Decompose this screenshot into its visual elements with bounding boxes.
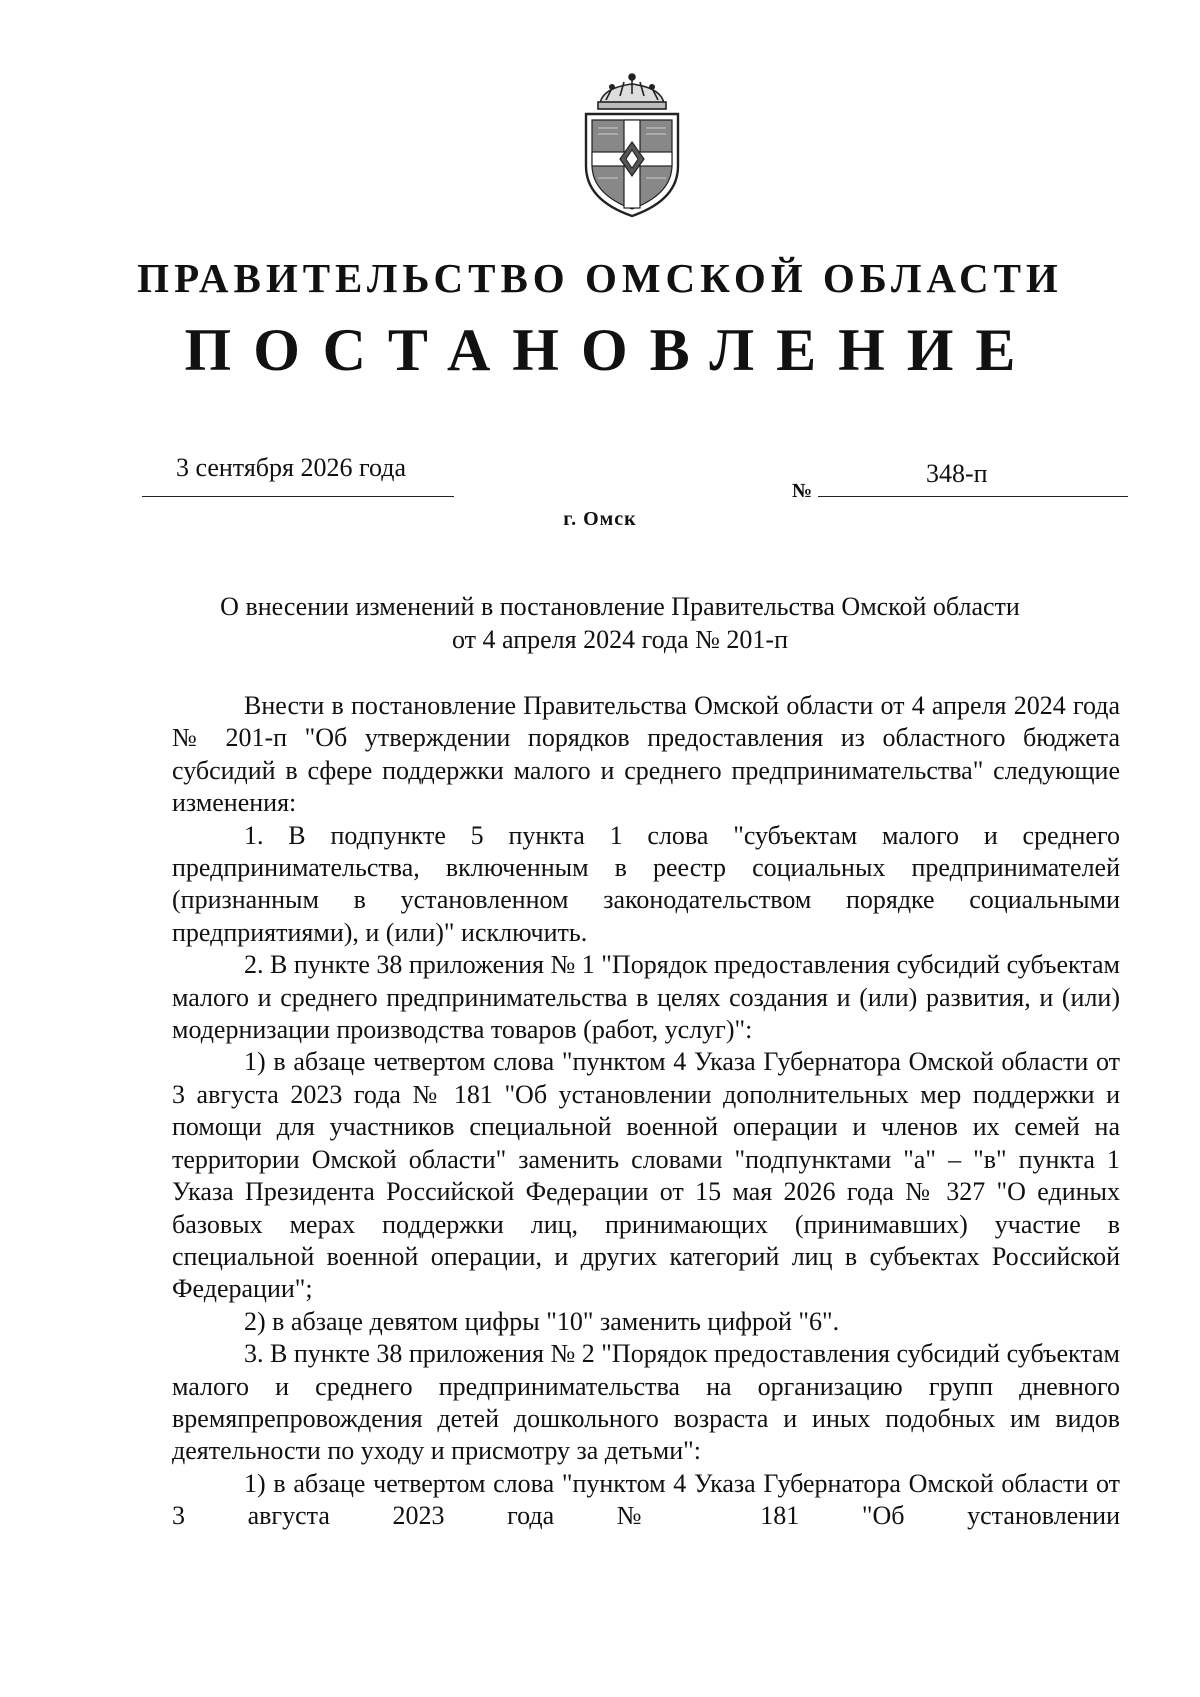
number-field [818, 456, 1128, 497]
document-subject [140, 590, 1100, 656]
document-body [172, 690, 1120, 1533]
subject-line-2: от 4 апреля 2024 года № 201-п [451, 625, 789, 654]
city: г. Омск [563, 508, 637, 530]
organization-title: ПРАВИТЕЛЬСТВО ОМСКОЙ ОБЛАСТИ [137, 255, 1063, 301]
number-label: № [792, 480, 813, 502]
body-paragraph: 1) в абзаце четвертом слова "пунктом 4 Указа Губернатора Омской области от 3 августа 2023 года № 181 "Об установлении дополнительных мер поддержки и помощи для участников специальной военной операции и членов их семей на территории Омской области" заменить словами "подпунктами "а" – "в" пункта 1 Указа Президента Российской Федерации от 15 мая 2026 года № 327 "О единых базовых мерах поддержки лиц, принимающих (принимавших) участие в специальной военной операции, и других категорий лиц в субъектах Российской Федерации"; [172, 1047, 1120, 1304]
omsk-region-coat-of-arms-icon [572, 70, 692, 220]
body-paragraph: 2) в абзаце девятом цифры "10" заменить цифрой "6". [244, 1306, 840, 1336]
document-number: 348-п [926, 459, 988, 488]
body-paragraph: 3. В пункте 38 приложения № 2 "Порядок предоставления субсидий субъектам малого и среднего предпринимательства на организацию групп дневного времяпрепровождения детей дошкольного возраста и иных подобных им видов деятельности по уходу и присмотру за детьми": [172, 1339, 1120, 1466]
body-paragraph: 2. В пункте 38 приложения № 1 "Порядок предоставления субсидий субъектам малого и среднего предпринимательства в целях создания и (или) развития, и (или) модернизации производства товаров (работ, услуг)": [172, 950, 1120, 1045]
subject-line-1: О внесении изменений в постановление Правительства Омской области [220, 592, 1020, 621]
document-type-title: ПОСТАНОВЛЕНИЕ [184, 317, 1038, 383]
body-paragraph: Внести в постановление Правительства Омской области от 4 апреля 2024 года № 201-п "Об утверждении порядков предоставления из областного бюджета субсидий в сфере поддержки малого и среднего предпринимательства" следующие изменения: [172, 691, 1120, 818]
document-date: 3 сентября 2026 года [176, 453, 407, 482]
body-paragraph: 1. В подпункте 5 пункта 1 слова "субъектам малого и среднего предпринимательства, включенным в реестр социальных предпринимателей (признанным в установленном законодательством порядке социальными предприятиями), и (или)" исключить. [172, 820, 1120, 947]
date-field [142, 452, 454, 497]
body-paragraph: 1) в абзаце четвертом слова "пунктом 4 Указа Губернатора Омской области от 3 августа 2023 года № 181 "Об установлении [172, 1468, 1120, 1531]
